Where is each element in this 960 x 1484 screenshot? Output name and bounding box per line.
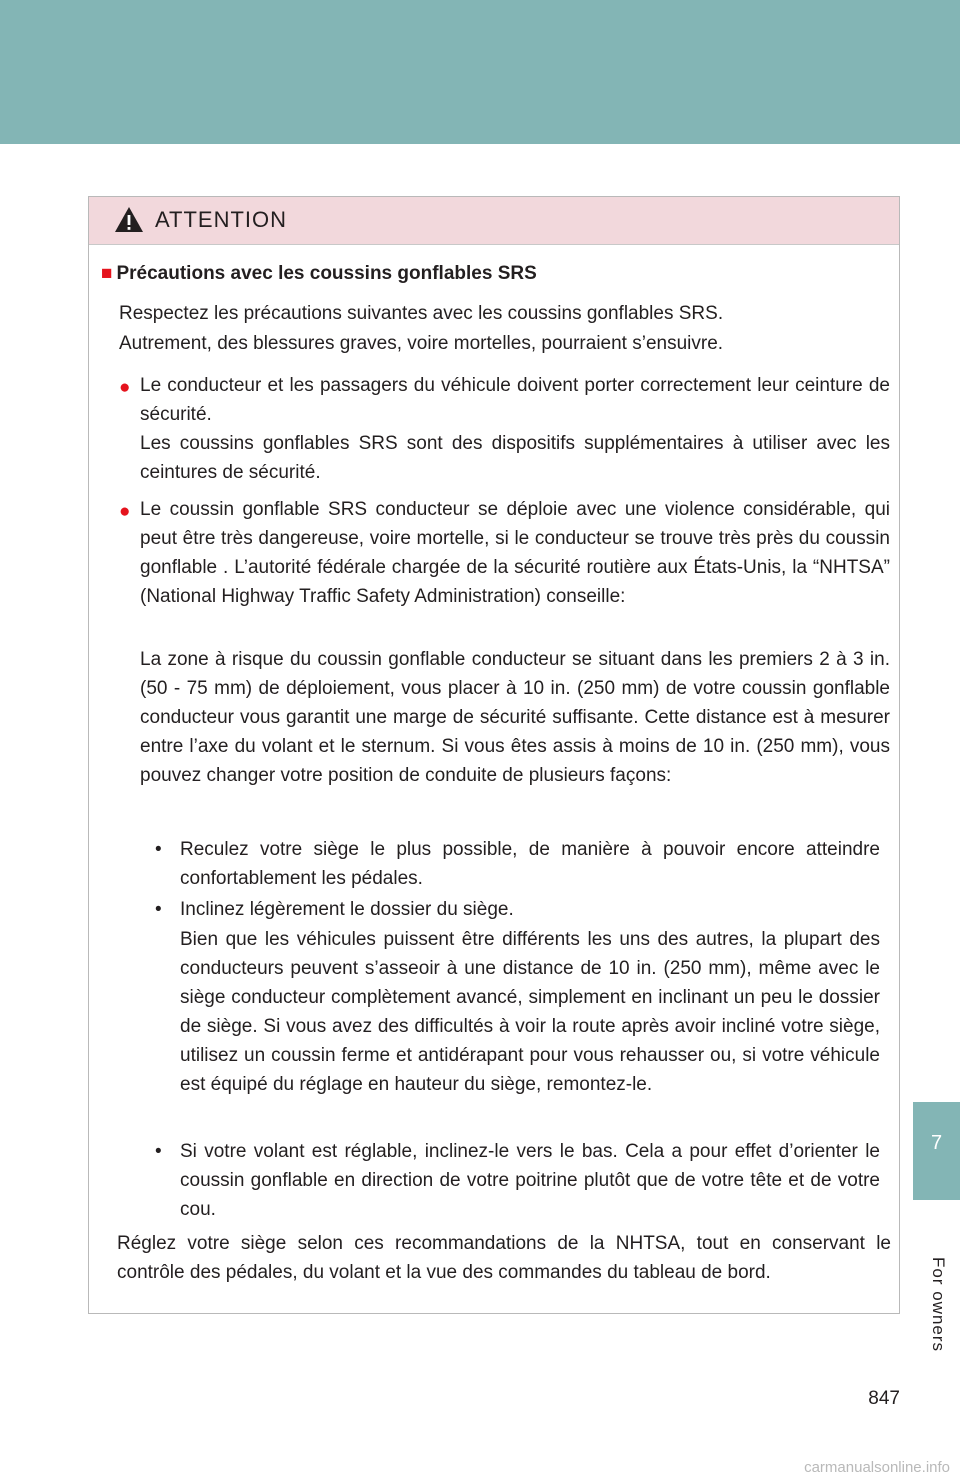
bullet-marker: • (155, 839, 162, 860)
intro-line-1: Respectez les précautions suivantes avec les coussins gonflables SRS. (119, 303, 724, 324)
attention-title: ATTENTION (155, 207, 288, 232)
page-number: 847 (868, 1388, 900, 1409)
red-dot-icon: ● (119, 377, 131, 398)
point-1-detail: Les coussins gonflables SRS sont des dispositifs supplémentaires à utiliser avec les ceintures de sécurité. (140, 433, 890, 483)
bullet-marker: • (155, 1141, 162, 1162)
section-heading (101, 259, 537, 288)
red-dot-icon: ● (119, 501, 131, 522)
chapter-number: 7 (930, 1132, 943, 1154)
bullet-marker: • (155, 899, 162, 920)
warning-triangle-icon (114, 206, 144, 233)
attention-header (89, 197, 899, 245)
point-1-text: Le conducteur et les passagers du véhicule doivent porter correctement leur ceinture de sécurité. (140, 375, 890, 425)
section-title: Précautions avec les coussins gonflables SRS (116, 263, 537, 284)
bullet-3-text: Si votre volant est réglable, inclinez-le vers le bas. Cela a pour effet d’orienter le coussin gonflable en direction de votre poitrine plutôt que de votre tête et de votre cou. (180, 1141, 880, 1220)
watermark: carmanualsonline.info (804, 1459, 950, 1476)
intro-line-2: Autrement, des blessures graves, voire mortelles, pourraient s’ensuivre. (119, 333, 724, 354)
header-band (0, 0, 960, 144)
bullet-1-text: Reculez votre siège le plus possible, de manière à pouvoir encore atteindre confortablement les pédales. (180, 839, 880, 889)
point-2-detail: La zone à risque du coussin gonflable conducteur se situant dans les premiers 2 à 3 in. (50 - 75 mm) de déploiement, vous placer à 10 in. (250 mm) de votre coussin gonflable conducteur vous garantit une marge de sécurité suffisante. Cette distance est à mesurer entre l’axe du volant et le sternum. Si vous êtes assis à moins de 10 in. (250 mm), vous pouvez changer votre position de conduite de plusieurs façons: (140, 649, 890, 786)
chapter-label: For owners (929, 1257, 948, 1353)
closing-text: Réglez votre siège selon ces recommandations de la NHTSA, tout en conservant le contrôle des pédales, du volant et la vue des commandes du tableau de bord. (117, 1233, 891, 1283)
attention-box (88, 196, 900, 1314)
point-2-text: Le coussin gonflable SRS conducteur se déploie avec une violence considérable, qui peut être très dangereuse, voire mortelle, si le conducteur se trouve très près du coussin gonflable . L’autorité fédérale chargée de la sécurité routière aux États-Unis, la “NHTSA” (National Highway Traffic Safety Administration) conseille: (140, 499, 890, 607)
bullet-2-detail: Bien que les véhicules puissent être différents les uns des autres, la plupart des conducteurs peuvent s’asseoir à une distance de 10 in. (250 mm), même avec le siège conducteur complètement avancé, simplement en inclinant un peu le dossier de siège. Si vous avez des difficultés à voir la route après avoir incliné votre siège, utilisez un coussin ferme et antidérapant pour vous rehausser ou, si votre véhicule est équipé du réglage en hauteur du siège, remontez-le. (180, 929, 880, 1095)
chapter-tab (913, 1102, 960, 1200)
red-square-icon: ■ (101, 263, 113, 284)
bullet-2-text: Inclinez légèrement le dossier du siège. (180, 899, 514, 920)
